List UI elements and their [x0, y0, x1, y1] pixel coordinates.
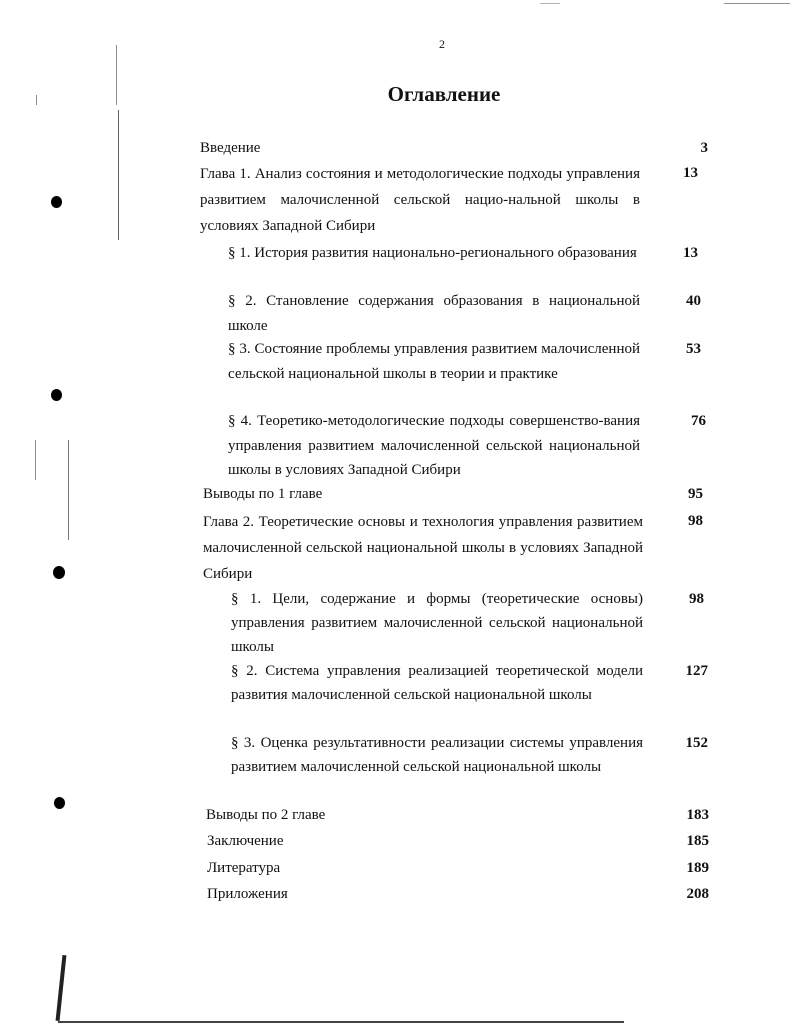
toc-entry-text: Выводы по 2 главе	[206, 807, 326, 823]
toc-entry-text: § 2. Становление содержания образования в национальной школе	[228, 293, 640, 334]
toc-entry-text: § 1. История развития национально-регионального образования	[228, 245, 637, 261]
toc-entry-page: 13	[683, 245, 698, 261]
toc-title: Оглавление	[387, 82, 501, 106]
punch-hole	[54, 797, 65, 809]
toc-entry-text: § 3. Оценка результативности реализации системы управления развитием малочисленной сельской национальной школы	[231, 735, 643, 775]
scan-artifact-line	[36, 95, 37, 105]
scan-artifact-line	[58, 1021, 624, 1023]
toc-entry-text: § 3. Состояние проблемы управления развитием малочисленной сельской национальной школы в теории и практике	[228, 341, 640, 382]
toc-entry-page: 95	[688, 486, 703, 502]
toc-entry-text: § 4. Теоретико-методологические подходы совершенство-вания управления развитием малочисленной сельской национальной школы в условиях Западной Сибири	[228, 413, 640, 478]
toc-entry-text: Глава 2. Теоретические основы и технология управления развитием малочисленной сельской национальной школы в условиях Западной Сибири	[203, 514, 643, 582]
scan-artifact-line	[118, 110, 119, 240]
toc-entry-page: 127	[685, 663, 708, 679]
punch-hole	[53, 566, 65, 579]
toc-entry-text: Глава 1. Анализ состояния и методологические подходы управления развитием малочисленной сельской нацио-нальной школы в условиях Западной Сибири	[200, 166, 640, 234]
scan-artifact-line	[68, 440, 69, 540]
scan-artifact-line	[35, 440, 36, 480]
toc-entry-page: 189	[686, 860, 709, 876]
toc-entry-page: 98	[688, 513, 703, 529]
scan-artifact-line	[540, 3, 560, 4]
toc-entry-page: 76	[691, 413, 706, 429]
toc-entry-page: 3	[700, 140, 708, 156]
toc-entry-text: Введение	[200, 140, 261, 156]
toc-entry-page: 40	[686, 293, 701, 309]
scan-artifact-line	[116, 45, 117, 105]
toc-entry-page: 13	[683, 165, 698, 181]
punch-hole	[51, 389, 62, 401]
toc-entry-text: Заключение	[207, 833, 284, 849]
toc-entry-page: 185	[686, 833, 709, 849]
toc-entry-text: Выводы по 1 главе	[203, 486, 323, 502]
scan-artifact-line	[56, 955, 67, 1021]
toc-entry-text: Литература	[207, 860, 281, 876]
punch-hole	[51, 196, 62, 208]
toc-entry-page: 53	[686, 341, 701, 357]
toc-entry-page: 98	[689, 591, 704, 607]
toc-entry-text: Приложения	[207, 886, 288, 902]
toc-entry-page: 183	[686, 807, 709, 823]
page-number: 2	[439, 37, 445, 51]
toc-entry-page: 208	[686, 886, 709, 902]
toc-entry-page: 152	[685, 735, 708, 751]
toc-entry-text: § 1. Цели, содержание и формы (теоретические основы) управления развитием малочисленной сельской национальной школы	[231, 591, 643, 655]
scan-artifact-line	[724, 3, 790, 4]
toc-entry-text: § 2. Система управления реализацией теоретической модели развития малочисленной сельской национальной школы	[231, 663, 643, 703]
